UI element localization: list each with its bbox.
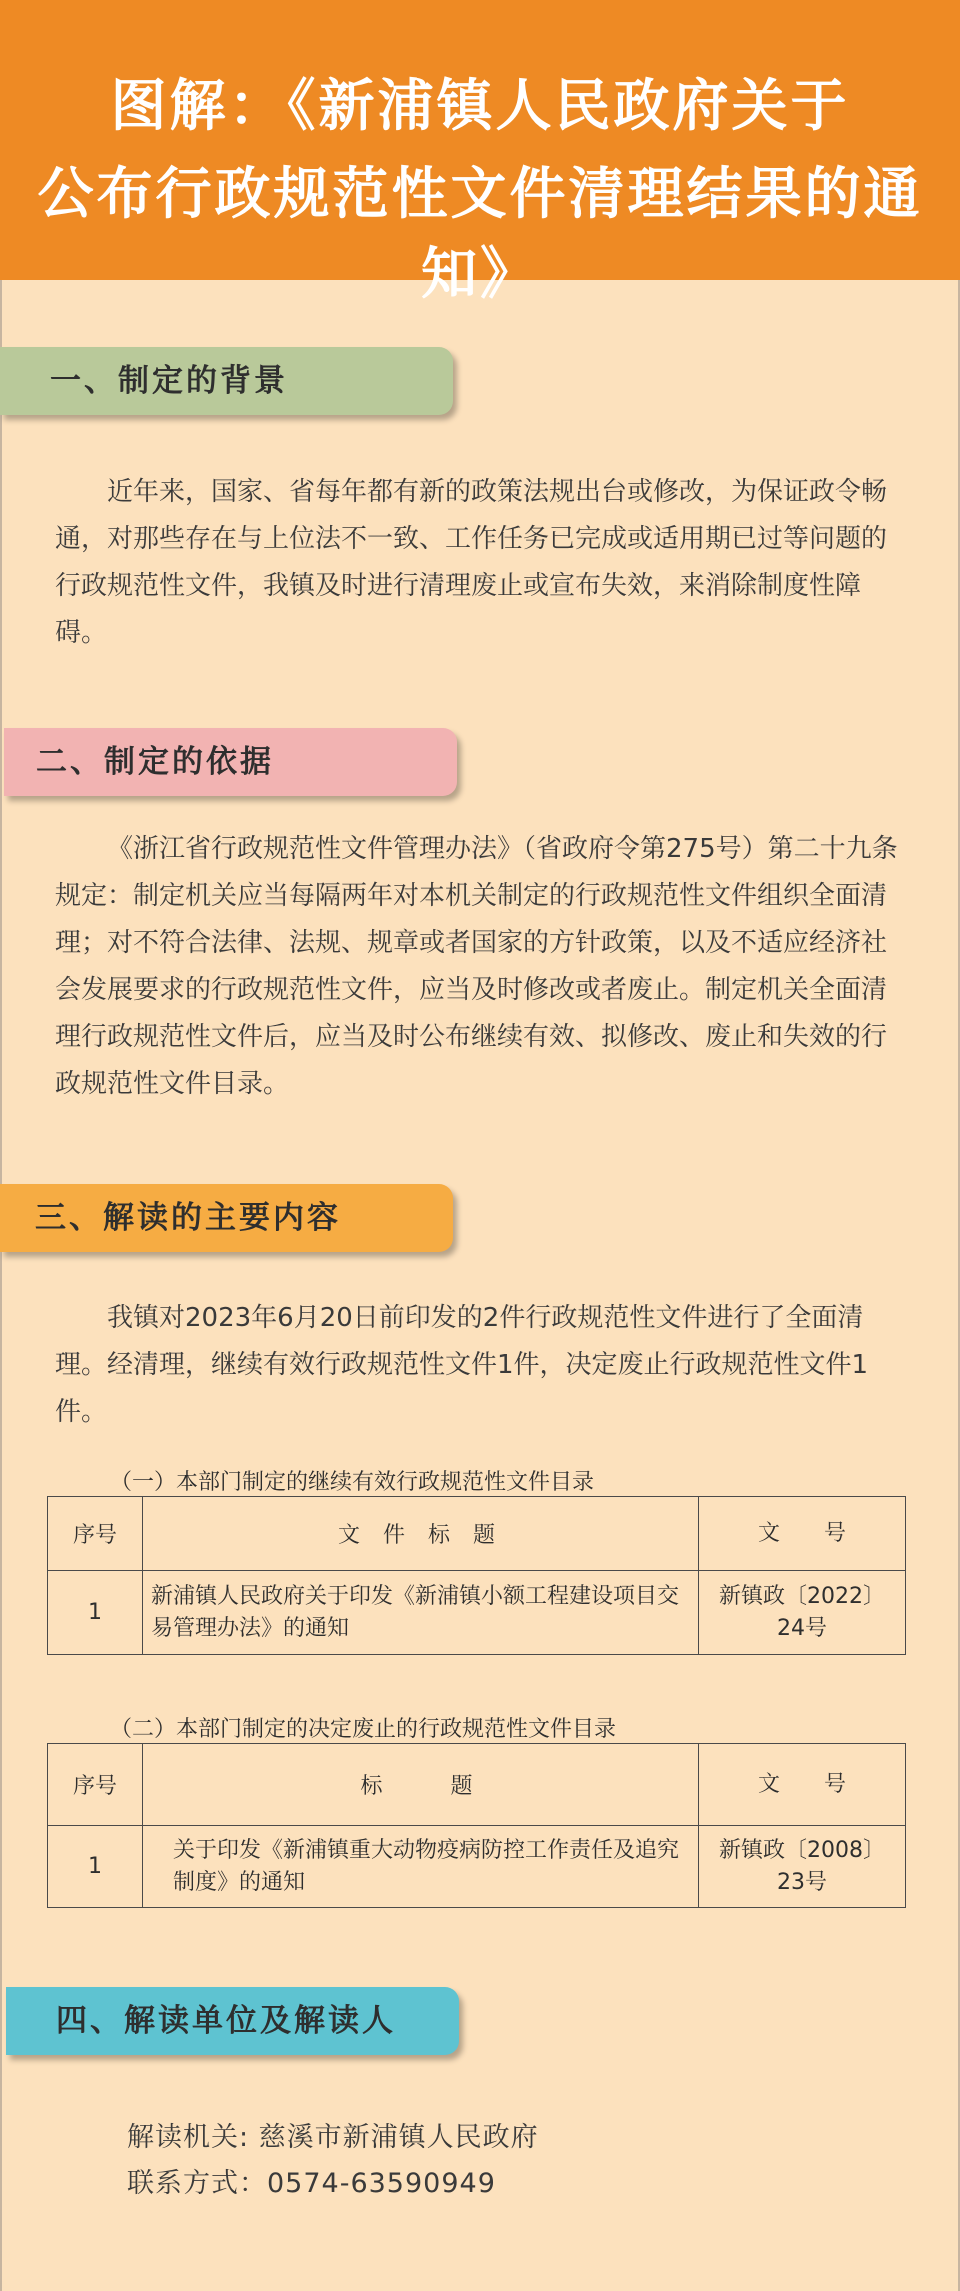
table-header-row <box>48 1497 906 1571</box>
file-number: 新镇政〔2008〕23号 <box>699 1826 906 1908</box>
table-row <box>48 1571 906 1655</box>
table-header-row <box>48 1744 906 1826</box>
title-banner <box>0 0 960 307</box>
header-cell: 文 号 <box>699 1497 906 1571</box>
header-cell: 文 件 标 题 <box>143 1497 699 1571</box>
contact-phone: 联系方式：0574-63590949 <box>127 2168 496 2199</box>
abolished-files-table <box>47 1743 906 1908</box>
file-title: 新浦镇人民政府关于印发《新浦镇小额工程建设项目交易管理办法》的通知 <box>143 1571 699 1655</box>
section-heading-basis: 二、制定的依据 <box>4 728 457 796</box>
section-heading-contact: 四、解读单位及解读人 <box>6 1987 459 2055</box>
background-paragraph: 近年来，国家、省每年都有新的政策法规出台或修改，为保证政令畅通，对那些存在与上位法不一致、工作任务已完成或适用期已过等问题的行政规范性文件，我镇及时进行清理废止或宣布失效，来消除制度性障碍。 <box>55 477 888 648</box>
left-border <box>0 280 2 2291</box>
abolished-files-caption: （二）本部门制定的决定废止的行政规范性文件目录 <box>110 1717 617 1742</box>
valid-files-table <box>47 1496 906 1655</box>
file-number: 新镇政〔2022〕24号 <box>699 1571 906 1655</box>
section-heading-content: 三、解读的主要内容 <box>0 1184 453 1252</box>
section-heading-background: 一、制定的背景 <box>0 347 453 415</box>
title-line-2: 公布行政规范性文件清理结果的通知》 <box>37 162 923 307</box>
file-title: 关于印发《新浦镇重大动物疫病防控工作责任及追究制度》的通知 <box>143 1826 699 1908</box>
table-row <box>48 1826 906 1908</box>
header-cell: 序号 <box>48 1497 143 1571</box>
row-index: 1 <box>48 1571 143 1655</box>
basis-paragraph: 《浙江省行政规范性文件管理办法》（省政府令第275号）第二十九条规定：制定机关应当每隔两年对本机关制定的行政规范性文件组织全面清理；对不符合法律、法规、规章或者国家的方针政策，以及不适应经济社会发展要求的行政规范性文件，应当及时修改或者废止。制定机关全面清理行政规范性文件后，应当及时公布继续有效、拟修改、废止和失效的行政规范性文件目录。 <box>55 834 898 1099</box>
content-paragraph: 我镇对2023年6月20日前印发的2件行政规范性文件进行了全面清理。经清理，继续有效行政规范性文件1件，决定废止行政规范性文件1件。 <box>55 1303 869 1427</box>
valid-files-caption: （一）本部门制定的继续有效行政规范性文件目录 <box>110 1470 595 1495</box>
interpreting-organization: 解读机关: 慈溪市新浦镇人民政府 <box>127 2122 539 2153</box>
header-cell: 标 题 <box>143 1744 699 1826</box>
header-cell: 文 号 <box>699 1744 906 1826</box>
header-cell: 序号 <box>48 1744 143 1826</box>
row-index: 1 <box>48 1826 143 1908</box>
title-line-1: 图解：《新浦镇人民政府关于 <box>110 74 850 139</box>
